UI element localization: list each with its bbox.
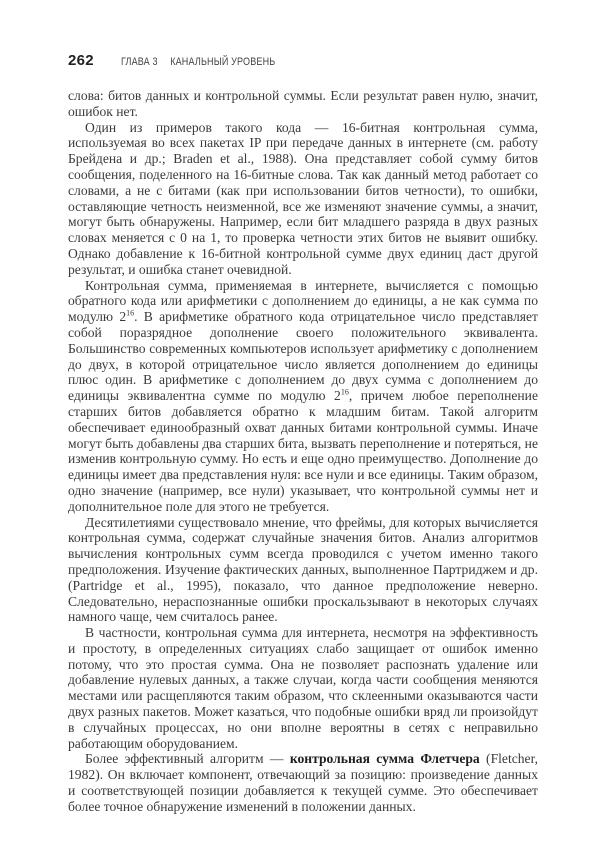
paragraph-random-bits: Десятилетиями существовало мнение, что фреймы, для которых вычисляется контрольная сумма, содержат случайные значения битов. Анализ алгоритмов вычисления контрольных сумм всегда проводился с учетом именно такого предположения. Изучение фактических данных, выполненное Партриджем и др. (Partridge et al., 1995), показало, что данное предположение неверно. Следовательно, нераспознанные ошибки проскальзывают в некоторых случаях намного чаще, чем считалось ранее. bbox=[68, 514, 538, 625]
page-number: 262 bbox=[68, 52, 94, 69]
superscript-exponent: 16 bbox=[340, 387, 349, 397]
paragraph-ones-complement: Контрольная сумма, применяемая в интернете, вычисляется с помощью обратного кода или арифметики с дополнением до единицы, а не как сумма по модулю $2^{16}$. В арифметике обратного кода отрицательное число представляет собой поразрядное дополнение своего положительного эквивалента. Большинство современных компьютеров использует арифметику с дополнением до двух, в которой отрицательное число является дополнением до единицы плюс один. В арифметике с дополнением до двух сумма с дополнением до единицы эквивалентна сумме по модулю $2^{16}$, причем любое переполнение старших битов добавляется обратно к младшим битам. Такой алгоритм обеспечивает единообразный охват данных битами контрольной суммы. Иначе могут быть добавлены два старших бита, вызвать переполнение и потеряться, не изменив контрольную сумму. Но есть и еще одно преимущество. Дополнение до единицы имеет два представления нуля: все нули и все единицы. Таким образом, одно значение (например, все нули) указывает, что контрольной суммы нет и дополнительное поле для этого не требуется. bbox=[68, 277, 538, 514]
paragraph-fletcher: Более эффективный алгоритм — контрольная сумма Флетчера (Fletcher, 1982). Он включает компонент, отвечающий за позицию: произведение данных и соответствующей позиции добавляется к текущей сумме. Это обеспечивает более точное обнаружение изменений в положении данных. bbox=[68, 751, 538, 814]
chapter-title: КАНАЛЬНЫЙ УРОВЕНЬ bbox=[170, 56, 276, 68]
running-head bbox=[68, 52, 309, 70]
superscript-exponent: 16 bbox=[126, 308, 135, 318]
body-text bbox=[68, 88, 538, 815]
paragraph-weakness: В частности, контрольная сумма для интернета, несмотря на эффективность и простоту, в определенных ситуациях слабо защищает от ошибок именно потому, что это простая сумма. Она не позволяет распознать удаление или добавление нулевых данных, а также случаи, когда части сообщения меняются местами или расщепляются таким образом, что склеенными оказываются части двух разных пакетов. Может казаться, что подобные ошибки вряд ли произойдут в случайных процессах, но они вполне вероятны в сетях с неправильно работающим оборудованием. bbox=[68, 625, 538, 751]
paragraph-continued: слова: битов данных и контрольной суммы. Если результат равен нулю, значит, ошибок нет. bbox=[68, 88, 538, 119]
chapter-heading bbox=[121, 56, 275, 68]
bold-term: контрольная сумма Флетчера bbox=[289, 751, 480, 767]
paragraph-internet-checksum: Один из примеров такого кода — 16-битная контрольная сумма, используемая во всех пакетах IP при передаче данных в интернете (см. работу Брейдена и др.; Braden et al., 1988). Она представляет собой сумму битов сообщения, поделенного на 16-битные слова. Так как данный метод работает со словами, а не с битами (как при использовании битов четности), то ошибки, оставляющие четность неизменной, все же изменяют значение суммы, а значит, могут быть обнаружены. Например, если бит младшего разряда в двух разных словах меняется с 0 на 1, то проверка четности этих битов не выявит ошибку. Однако добавление к 16-битной контрольной сумме двух единиц даст другой результат, и ошибка станет очевидной. bbox=[68, 119, 538, 277]
chapter-label: ГЛАВА 3 bbox=[121, 56, 158, 68]
